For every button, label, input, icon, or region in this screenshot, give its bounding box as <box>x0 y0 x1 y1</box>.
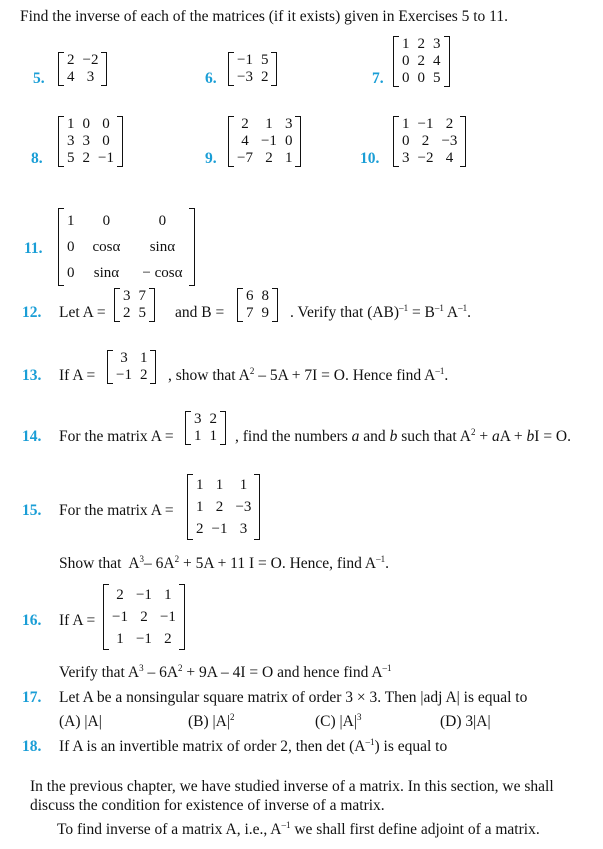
exercise-number: 6. <box>205 70 217 87</box>
exercise-text: . Verify that $(AB)^{-1} = B^{-1}$ $A^{-1}$. <box>290 302 471 321</box>
paragraph-line: In the previous chapter, we have studied inverse of a matrix. In this section, we shall <box>30 778 554 795</box>
exercise-number: 8. <box>31 150 43 167</box>
matrix: 1 0 0 3 3 0 5 2 −1 <box>58 116 123 167</box>
matrix: 1 0 0 0 cosα sinα 0 sinα − cosα <box>58 208 195 286</box>
exercise-text: Let A = <box>59 304 106 321</box>
exercise-number: 9. <box>205 150 217 167</box>
matrix: 2 −1 1 −1 2 −1 1 −1 2 <box>103 584 185 650</box>
paragraph-line: To find inverse of a matrix A, i.e., $A^{-1}$ we shall first define adjoint of a matrix. <box>57 819 540 838</box>
option-a: (A) |A| <box>59 713 102 730</box>
option-d: (D) 3|A| <box>440 713 491 730</box>
matrix: 1 −1 2 0 2 −3 3 −2 4 <box>393 116 466 167</box>
matrix: −1 5 −3 2 <box>228 52 277 86</box>
exercise-number: 7. <box>372 70 384 87</box>
paragraph-line: discuss the condition for existence of inverse of a matrix. <box>30 797 385 814</box>
exercise-number: 11. <box>24 240 43 257</box>
exercise-number: 15. <box>22 502 42 519</box>
option-b: (B) $|A|^2$ <box>188 711 235 730</box>
exercise-text: For the matrix A = <box>59 428 174 445</box>
exercise-number: 5. <box>33 70 45 87</box>
exercise-text: Verify that $A^3 - 6A^2 + 9A - 4I = O$ and hence find $A^{-1}$ <box>59 662 392 681</box>
exercise-text: If A is an invertible matrix of order 2, then $\det (A^{-1})$ is equal to <box>59 736 448 755</box>
exercise-number: 16. <box>22 612 42 629</box>
matrix: 3 2 1 1 <box>185 411 226 445</box>
exercise-number: 10. <box>360 150 380 167</box>
exercise-number: 17. <box>22 689 42 706</box>
matrix: 6 8 7 9 <box>237 288 278 322</box>
instruction-text: Find the inverse of each of the matrices (if it exists) given in Exercises 5 to 11. <box>20 8 508 25</box>
exercise-number: 13. <box>22 367 42 384</box>
exercise-number: 12. <box>22 304 42 321</box>
option-c: (C) $|A|^3$ <box>315 711 362 730</box>
matrix: 2 1 3 4 −1 0 −7 2 1 <box>228 116 301 167</box>
matrix: 1 1 1 1 2 −3 2 −1 3 <box>187 474 260 540</box>
exercise-text: , find the numbers a and b such that $A^2$ + aA + bI = O. <box>235 426 572 445</box>
exercise-text: , show that $A^2 - 5A + 7I = O$. Hence find $A^{-1}$. <box>168 365 449 384</box>
exercise-number: 18. <box>22 738 42 755</box>
exercise-number: 14. <box>22 428 42 445</box>
matrix: 3 7 2 5 <box>114 288 155 322</box>
matrix: 3 1 −1 2 <box>107 350 156 384</box>
exercise-text: Show that $A^3-$ $6A^2 + 5A + 11$ I = O. Hence, find $A^{-1}$. <box>59 553 389 572</box>
exercise-text: Let A be a nonsingular square matrix of order 3 × 3. Then |adj A| is equal to <box>59 689 528 706</box>
exercise-text: If A = <box>59 367 96 384</box>
matrix: 2 −2 4 3 <box>58 52 107 86</box>
matrix: 1 2 3 0 2 4 0 0 5 <box>393 36 450 87</box>
exercise-text: If A = <box>59 612 96 629</box>
exercise-text: For the matrix A = <box>59 502 174 519</box>
exercise-text: and B = <box>175 304 225 321</box>
